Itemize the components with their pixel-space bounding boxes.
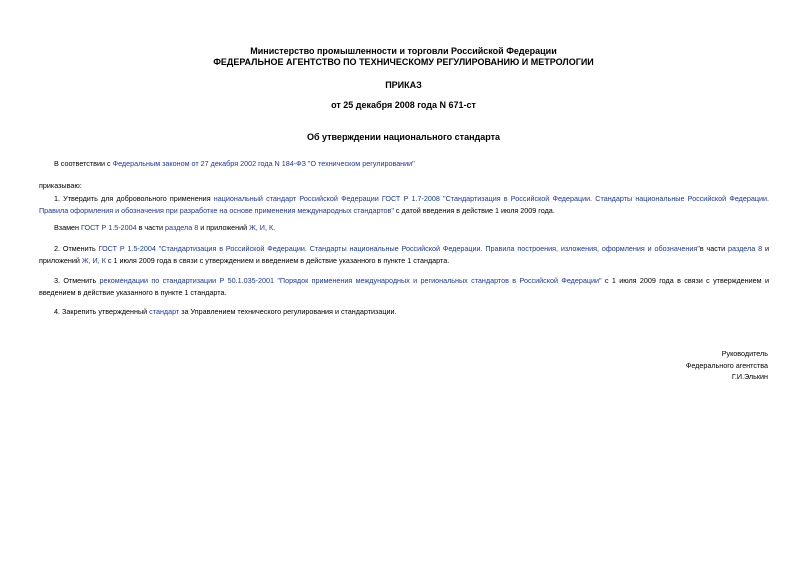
recommendations-r-50-link[interactable]: рекомендации по стандартизации Р 50.1.035-2001 "Порядок применения международных и региональных стандартов в Российской Федерации" [99, 276, 602, 285]
gost-r-1-7-2008-link[interactable]: национальный стандарт Российской Федерации ГОСТ Р 1.7-2008 "Стандартизация в Российской Федерации. Стандарты национальные Российской Федерации. Правила оформления и обозначения при разработке на основе применения международных стандартов" [39, 194, 769, 215]
item4-text-start: 4. Закрепить утвержденный [54, 307, 150, 316]
signature-name: Г.И.Элькин [731, 372, 768, 381]
appendices-link[interactable]: Ж, И, К [249, 223, 274, 232]
item2-section-8-link[interactable]: раздела 8 [728, 244, 763, 253]
order-item-4 [39, 306, 769, 318]
document-type: ПРИКАЗ [385, 80, 422, 90]
item2-text-4: с 1 июля 2009 года в связи с утверждением и введением в действие указанного в пункте 1 стандарта. [105, 256, 450, 265]
orders-label: приказываю: [39, 181, 82, 190]
gost-r-1-5-2004-link[interactable]: ГОСТ Р 1.5-2004 [81, 223, 137, 232]
intro-paragraph [39, 158, 769, 170]
order-item-1 [39, 193, 769, 217]
item2-text-3: и приложений [39, 244, 769, 265]
section-8-link[interactable]: раздела 8 [165, 223, 199, 232]
federal-law-link[interactable]: Федеральным законом от 27 декабря 2002 года N 184-ФЗ "О техническом регулировании" [112, 159, 415, 168]
replace-text-3: и приложений [198, 223, 250, 232]
item3-text-end: с 1 июля 2009 года в связи с утверждением и введением в действие указанного в пункте 1 стандарта. [39, 276, 769, 297]
signature-title: Руководитель [721, 349, 768, 358]
item4-text-end: за Управлением технического регулирования и стандартизации. [179, 307, 397, 316]
ministry-name: Министерство промышленности и торговли Российской Федерации [250, 46, 557, 56]
item1-text-start: 1. Утвердить для добровольного применения [54, 194, 214, 203]
item2-text-1: 2. Отменить [54, 244, 99, 253]
item2-text-2: в части [699, 244, 729, 253]
standard-link[interactable]: стандарт [149, 307, 180, 316]
replace-text-2: в части [136, 223, 166, 232]
order-item-2 [39, 243, 769, 267]
document-date-number: от 25 декабря 2008 года N 671-ст [331, 100, 476, 110]
replacement-paragraph [39, 222, 769, 234]
item1-text-end: с датой введения в действие 1 июля 2009 года. [393, 206, 555, 215]
signature-agency: Федерального агентства [685, 360, 768, 370]
item2-appendices-link[interactable]: Ж, И, К [81, 256, 106, 265]
replace-text-1: Взамен [54, 223, 81, 232]
replace-text-4: . [273, 223, 276, 232]
order-item-3 [39, 275, 769, 299]
gost-r-1-5-2004-full-link[interactable]: ГОСТ Р 1.5-2004 "Стандартизация в Российской Федерации. Стандарты национальные Российской Федерации. Правила построения, изложения, оформления и обозначения" [98, 244, 700, 253]
item3-text-start: 3. Отменить [54, 276, 100, 285]
agency-name: ФЕДЕРАЛЬНОЕ АГЕНТСТВО ПО ТЕХНИЧЕСКОМУ РЕГУЛИРОВАНИЮ И МЕТРОЛОГИИ [213, 57, 594, 67]
document-subject: Об утверждении национального стандарта [306, 132, 501, 142]
intro-text: В соответствии с [54, 159, 113, 168]
